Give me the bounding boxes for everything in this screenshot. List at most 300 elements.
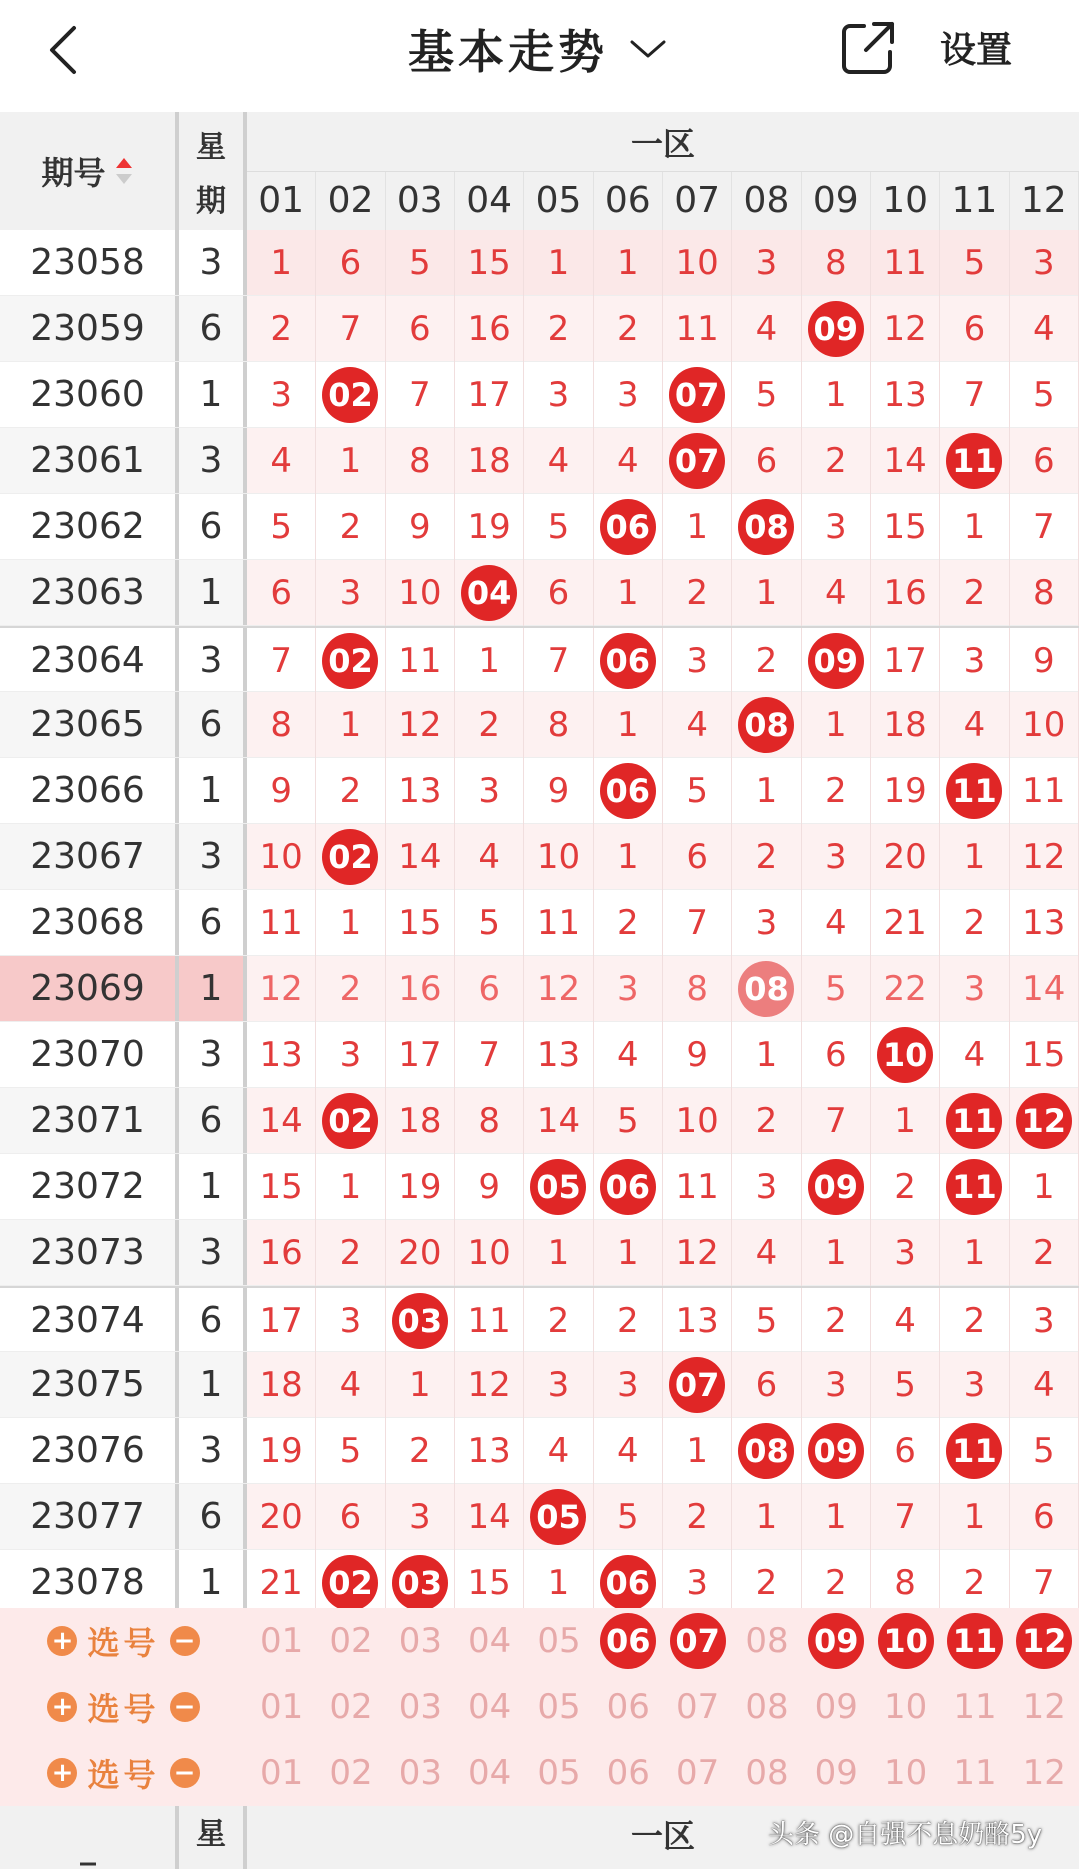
week-cell: 1	[175, 1550, 247, 1615]
number-cell: 3	[802, 824, 871, 890]
number-cell: 5	[386, 230, 455, 296]
number-cell: 5	[1010, 1418, 1079, 1484]
period-cell: 23075	[30, 1364, 145, 1405]
column-header: 01	[247, 172, 316, 230]
number-cell	[802, 628, 871, 694]
number-cell	[940, 1154, 1009, 1220]
number-cell: 1	[455, 628, 524, 694]
number-cell: 6	[1010, 428, 1079, 494]
number-cells	[247, 956, 1079, 1021]
number-cell: 12	[1010, 824, 1079, 890]
selection-cell[interactable]: 07	[676, 1687, 720, 1727]
number-cell: 15	[386, 890, 455, 956]
number-cells	[247, 1088, 1079, 1153]
number-cell: 19	[455, 494, 524, 560]
week-cell: 6	[175, 1088, 247, 1153]
number-cell: 1	[802, 362, 871, 428]
period-cell: 23065	[30, 704, 145, 745]
hit-ball: 08	[738, 961, 794, 1017]
title-dropdown[interactable]	[408, 14, 668, 84]
number-cell: 5	[594, 1088, 663, 1154]
number-cell: 1	[524, 1220, 593, 1286]
table-row	[0, 956, 1079, 1022]
watermark: 头条 @自强不息奶酪5y	[768, 1820, 1043, 1850]
number-cell: 16	[871, 560, 940, 626]
selection-cell[interactable]: 02	[329, 1621, 373, 1661]
table-row	[0, 428, 1079, 494]
number-cell: 11	[524, 890, 593, 956]
number-cell	[594, 628, 663, 694]
selection-cell[interactable]: 01	[260, 1687, 304, 1727]
selection-cell[interactable]: 10	[883, 1753, 928, 1793]
number-cell: 18	[871, 692, 940, 758]
number-cell: 2	[247, 296, 316, 362]
number-cell: 10	[386, 560, 455, 626]
hit-ball: 08	[738, 499, 794, 555]
back-icon[interactable]	[44, 22, 84, 78]
number-cell: 3	[663, 628, 732, 694]
number-cell: 21	[247, 1550, 316, 1616]
number-cell: 4	[316, 1352, 385, 1418]
selection-cell[interactable]: 05	[537, 1753, 581, 1793]
selected-ball: 10	[878, 1613, 934, 1669]
settings-button[interactable]: 设置	[940, 30, 1013, 71]
number-cell: 3	[455, 758, 524, 824]
number-cell: 9	[247, 758, 316, 824]
selection-cell[interactable]: 12	[1022, 1753, 1066, 1793]
selection-cell[interactable]	[802, 1608, 871, 1674]
number-cell	[663, 1352, 732, 1418]
number-cell: 14	[247, 1088, 316, 1154]
number-cell: 2	[663, 1484, 732, 1550]
number-cells	[247, 890, 1079, 955]
number-cell: 5	[524, 494, 593, 560]
week-header-top: 星	[196, 130, 226, 165]
number-cell: 4	[594, 1022, 663, 1088]
selected-ball: 06	[600, 1613, 656, 1669]
period-cell: 23058	[30, 242, 145, 283]
week-cell: 6	[175, 1288, 247, 1351]
number-cell: 20	[247, 1484, 316, 1550]
week-cell: 3	[175, 824, 247, 889]
number-cell: 14	[1010, 956, 1079, 1022]
selection-cell[interactable]: 03	[398, 1621, 442, 1661]
selection-cell[interactable]: 12	[1022, 1687, 1066, 1727]
number-cell: 15	[871, 494, 940, 560]
number-cell: 1	[594, 824, 663, 890]
number-cell: 2	[594, 296, 663, 362]
number-cell: 5	[732, 1288, 801, 1354]
number-cell	[940, 428, 1009, 494]
number-cell: 3	[316, 560, 385, 626]
hit-ball: 11	[946, 1093, 1002, 1149]
number-cell	[663, 362, 732, 428]
selection-cell[interactable]: 08	[745, 1687, 789, 1727]
period-cell: 23077	[30, 1496, 145, 1537]
number-cell: 1	[316, 1154, 385, 1220]
plus-icon[interactable]: +	[47, 1626, 77, 1656]
number-cell: 2	[732, 1550, 801, 1616]
number-cell	[663, 428, 732, 494]
number-cell: 3	[524, 1352, 593, 1418]
number-cell: 18	[455, 428, 524, 494]
number-cell: 3	[663, 1550, 732, 1616]
number-cell: 17	[455, 362, 524, 428]
number-cell: 6	[247, 560, 316, 626]
column-headers	[247, 172, 1079, 230]
period-cell: 23063	[30, 572, 145, 613]
hit-ball: 07	[669, 433, 725, 489]
zone-header: 一区	[247, 112, 1079, 172]
selection-cell[interactable]: 01	[260, 1621, 304, 1661]
selection-cell[interactable]: 09	[814, 1753, 858, 1793]
number-cell: 1	[802, 692, 871, 758]
selection-cells	[247, 1740, 1079, 1806]
number-cell: 1	[594, 230, 663, 296]
number-cell: 2	[732, 1088, 801, 1154]
number-cell	[594, 494, 663, 560]
number-cell: 1	[871, 1088, 940, 1154]
week-cell: 3	[175, 1022, 247, 1087]
number-cell: 3	[732, 890, 801, 956]
number-cell	[524, 1154, 593, 1220]
number-cell: 8	[386, 428, 455, 494]
number-cell: 3	[732, 1154, 801, 1220]
number-cell	[316, 1550, 385, 1616]
number-cell: 9	[386, 494, 455, 560]
number-cell: 1	[594, 692, 663, 758]
number-cell: 18	[386, 1088, 455, 1154]
period-cell: 23071	[30, 1100, 145, 1141]
column-header: 03	[386, 172, 455, 230]
hit-ball: 06	[600, 763, 656, 819]
table-row	[0, 1550, 1079, 1616]
number-cell: 2	[940, 1550, 1009, 1616]
number-cells	[247, 692, 1079, 757]
period-cell: 23076	[30, 1430, 145, 1471]
column-header: 12	[1010, 172, 1079, 230]
selection-cell[interactable]: 02	[329, 1753, 373, 1793]
number-cells	[247, 1352, 1079, 1417]
plus-icon[interactable]: +	[47, 1692, 77, 1722]
selection-row	[0, 1674, 1079, 1740]
number-cell: 3	[1010, 1288, 1079, 1354]
hit-ball: 09	[808, 1159, 864, 1215]
table-row	[0, 1088, 1079, 1154]
selection-cell[interactable]: 11	[953, 1687, 997, 1727]
table-row	[0, 692, 1079, 758]
number-cells	[247, 296, 1079, 361]
number-cell: 8	[871, 1550, 940, 1616]
number-cell: 4	[524, 428, 593, 494]
number-cell: 5	[247, 494, 316, 560]
hit-ball: 09	[808, 633, 864, 689]
number-cell: 8	[455, 1088, 524, 1154]
number-cell: 19	[247, 1418, 316, 1484]
period-cell: 23066	[30, 770, 145, 811]
number-cell	[316, 1088, 385, 1154]
number-cell: 4	[455, 824, 524, 890]
selection-label: 选号	[87, 1624, 160, 1662]
number-cell: 3	[247, 362, 316, 428]
week-cell: 1	[175, 1352, 247, 1417]
table-row	[0, 494, 1079, 560]
hit-ball: 02	[322, 633, 378, 689]
number-cell: 2	[316, 956, 385, 1022]
period-cell: 23070	[30, 1034, 145, 1075]
hit-ball: 06	[600, 1159, 656, 1215]
number-cell: 4	[1010, 1352, 1079, 1418]
hit-ball: 02	[322, 1093, 378, 1149]
selection-cell[interactable]: 08	[745, 1621, 789, 1661]
number-cell: 6	[732, 428, 801, 494]
number-cell: 1	[940, 1220, 1009, 1286]
selection-cell[interactable]: 05	[537, 1687, 581, 1727]
number-cell: 15	[455, 230, 524, 296]
selected-ball: 09	[808, 1613, 864, 1669]
number-cell	[732, 956, 801, 1022]
selected-ball: 11	[947, 1613, 1003, 1669]
number-cell: 20	[386, 1220, 455, 1286]
selection-cell[interactable]	[663, 1608, 732, 1674]
selection-cell[interactable]: 04	[468, 1687, 512, 1727]
number-cell: 2	[940, 1288, 1009, 1354]
number-cells	[247, 1220, 1079, 1285]
number-cell: 2	[732, 824, 801, 890]
number-cell: 12	[386, 692, 455, 758]
period-cell: 23060	[30, 374, 145, 415]
number-cell: 1	[732, 560, 801, 626]
number-cell: 4	[663, 692, 732, 758]
number-cell: 6	[940, 296, 1009, 362]
minus-icon[interactable]: −	[170, 1758, 200, 1788]
hit-ball: 09	[808, 301, 864, 357]
number-cell: 2	[802, 428, 871, 494]
number-cells	[247, 1418, 1079, 1483]
period-cell: 23069	[30, 968, 145, 1009]
column-header: 09	[802, 172, 871, 230]
number-cell: 12	[871, 296, 940, 362]
sort-icon[interactable]	[114, 154, 134, 188]
selection-cell[interactable]: 09	[814, 1687, 858, 1727]
number-cell: 19	[871, 758, 940, 824]
number-cell	[871, 1022, 940, 1088]
selection-cell[interactable]: 03	[398, 1687, 442, 1727]
selection-area	[0, 1608, 1079, 1806]
number-cell: 18	[247, 1352, 316, 1418]
number-cell: 11	[871, 230, 940, 296]
number-cell: 7	[802, 1088, 871, 1154]
hit-ball: 07	[669, 1357, 725, 1413]
number-cell: 11	[247, 890, 316, 956]
number-cell: 5	[594, 1484, 663, 1550]
number-cell: 4	[732, 1220, 801, 1286]
number-cells	[247, 230, 1079, 295]
week-cell: 3	[175, 230, 247, 295]
number-cell: 4	[524, 1418, 593, 1484]
number-cell	[802, 296, 871, 362]
top-bar	[0, 0, 1079, 112]
number-cell: 4	[594, 1418, 663, 1484]
table-row	[0, 230, 1079, 296]
hit-ball: 06	[600, 499, 656, 555]
number-cell: 11	[386, 628, 455, 694]
number-cell: 7	[455, 1022, 524, 1088]
selection-cell[interactable]: 11	[953, 1753, 997, 1793]
week-cell: 3	[175, 1418, 247, 1483]
number-cell	[594, 758, 663, 824]
hit-ball: 11	[946, 433, 1002, 489]
hit-ball: 07	[669, 367, 725, 423]
number-cell: 8	[1010, 560, 1079, 626]
number-cells	[247, 1288, 1079, 1351]
table-row	[0, 890, 1079, 956]
number-cell: 5	[802, 956, 871, 1022]
number-cell: 22	[871, 956, 940, 1022]
number-cell: 2	[663, 560, 732, 626]
number-cell: 2	[940, 560, 1009, 626]
week-cell: 1	[175, 362, 247, 427]
selection-cell[interactable]	[594, 1608, 663, 1674]
number-cell: 20	[871, 824, 940, 890]
selection-row	[0, 1740, 1079, 1806]
selection-cell[interactable]: 05	[537, 1621, 581, 1661]
number-cell	[386, 1288, 455, 1354]
period-header[interactable]	[0, 112, 175, 230]
share-icon[interactable]	[838, 18, 898, 78]
number-cell: 17	[871, 628, 940, 694]
selection-cell[interactable]: 01	[260, 1753, 304, 1793]
week-header	[175, 112, 247, 230]
selection-cell[interactable]	[940, 1608, 1009, 1674]
hit-ball: 02	[322, 1555, 378, 1611]
selection-cell[interactable]: 08	[745, 1753, 789, 1793]
footer-week-header: 星	[175, 1806, 247, 1869]
number-cell: 2	[802, 758, 871, 824]
hit-ball: 02	[322, 829, 378, 885]
hit-ball: 10	[877, 1027, 933, 1083]
table-row	[0, 1022, 1079, 1088]
number-cell: 3	[594, 1352, 663, 1418]
hit-ball: 06	[600, 1555, 656, 1611]
number-cell: 19	[386, 1154, 455, 1220]
selection-cell[interactable]: 04	[468, 1753, 512, 1793]
selection-cell[interactable]: 10	[883, 1687, 928, 1727]
number-cell: 1	[524, 1550, 593, 1616]
selection-cell[interactable]: 03	[398, 1753, 442, 1793]
period-cell: 23067	[30, 836, 145, 877]
number-cell: 1	[802, 1484, 871, 1550]
number-cells	[247, 362, 1079, 427]
plus-icon[interactable]: +	[47, 1758, 77, 1788]
selection-cell[interactable]: 04	[468, 1621, 512, 1661]
number-cell: 12	[524, 956, 593, 1022]
week-cell: 6	[175, 296, 247, 361]
column-header: 10	[871, 172, 940, 230]
hit-ball: 05	[530, 1159, 586, 1215]
number-cell: 4	[940, 1022, 1009, 1088]
table-row	[0, 1484, 1079, 1550]
number-cell: 2	[455, 692, 524, 758]
number-cell: 9	[455, 1154, 524, 1220]
number-cell: 5	[732, 362, 801, 428]
number-cell: 2	[802, 1288, 871, 1354]
number-cell: 6	[1010, 1484, 1079, 1550]
table-row	[0, 1286, 1079, 1352]
selection-cell[interactable]	[871, 1608, 940, 1674]
hit-ball: 12	[1016, 1093, 1072, 1149]
number-cell: 8	[802, 230, 871, 296]
period-cell: 23068	[30, 902, 145, 943]
number-cell: 3	[940, 628, 1009, 694]
week-cell: 1	[175, 1154, 247, 1219]
number-cell: 3	[594, 362, 663, 428]
number-cell: 6	[871, 1418, 940, 1484]
table-row	[0, 626, 1079, 692]
selection-cell[interactable]: 06	[606, 1753, 650, 1793]
column-header: 02	[316, 172, 385, 230]
selection-controls	[0, 1740, 247, 1806]
number-cell: 7	[524, 628, 593, 694]
number-cell: 7	[663, 890, 732, 956]
minus-icon[interactable]: −	[170, 1626, 200, 1656]
number-cell: 16	[455, 296, 524, 362]
number-cell: 4	[247, 428, 316, 494]
number-cell: 4	[802, 560, 871, 626]
selection-cell[interactable]	[1010, 1608, 1079, 1674]
week-cell: 1	[175, 956, 247, 1021]
number-cell: 1	[316, 428, 385, 494]
number-cells	[247, 494, 1079, 559]
number-cell: 10	[524, 824, 593, 890]
number-cell: 5	[940, 230, 1009, 296]
number-cell	[455, 560, 524, 626]
number-cell: 12	[455, 1352, 524, 1418]
selection-cell[interactable]: 06	[606, 1687, 650, 1727]
number-cell: 11	[1010, 758, 1079, 824]
week-cell: 6	[175, 1484, 247, 1549]
number-cell: 2	[802, 1550, 871, 1616]
selection-cell[interactable]: 07	[676, 1753, 720, 1793]
week-cell: 1	[175, 758, 247, 823]
number-cell: 6	[455, 956, 524, 1022]
period-cell: 23062	[30, 506, 145, 547]
hit-ball: 11	[946, 1159, 1002, 1215]
minus-icon[interactable]: −	[170, 1692, 200, 1722]
number-cell	[316, 628, 385, 694]
number-cell: 1	[940, 824, 1009, 890]
week-cell: 6	[175, 890, 247, 955]
number-cell: 2	[1010, 1220, 1079, 1286]
number-cell	[386, 1550, 455, 1616]
number-cell: 2	[316, 494, 385, 560]
selected-ball: 12	[1016, 1613, 1072, 1669]
number-cell: 9	[663, 1022, 732, 1088]
hit-ball: 09	[808, 1423, 864, 1479]
footer-period-dash: _	[80, 1828, 96, 1866]
selection-label: 选号	[87, 1756, 160, 1794]
footer-zone-header: 一区	[630, 1817, 695, 1855]
number-cell: 2	[386, 1418, 455, 1484]
number-cell: 8	[247, 692, 316, 758]
selection-controls	[0, 1674, 247, 1740]
number-cell: 1	[802, 1220, 871, 1286]
selection-cell[interactable]: 02	[329, 1687, 373, 1727]
number-cell	[802, 1154, 871, 1220]
number-cell: 2	[316, 1220, 385, 1286]
number-cell: 7	[1010, 1550, 1079, 1616]
selection-controls	[0, 1608, 247, 1674]
